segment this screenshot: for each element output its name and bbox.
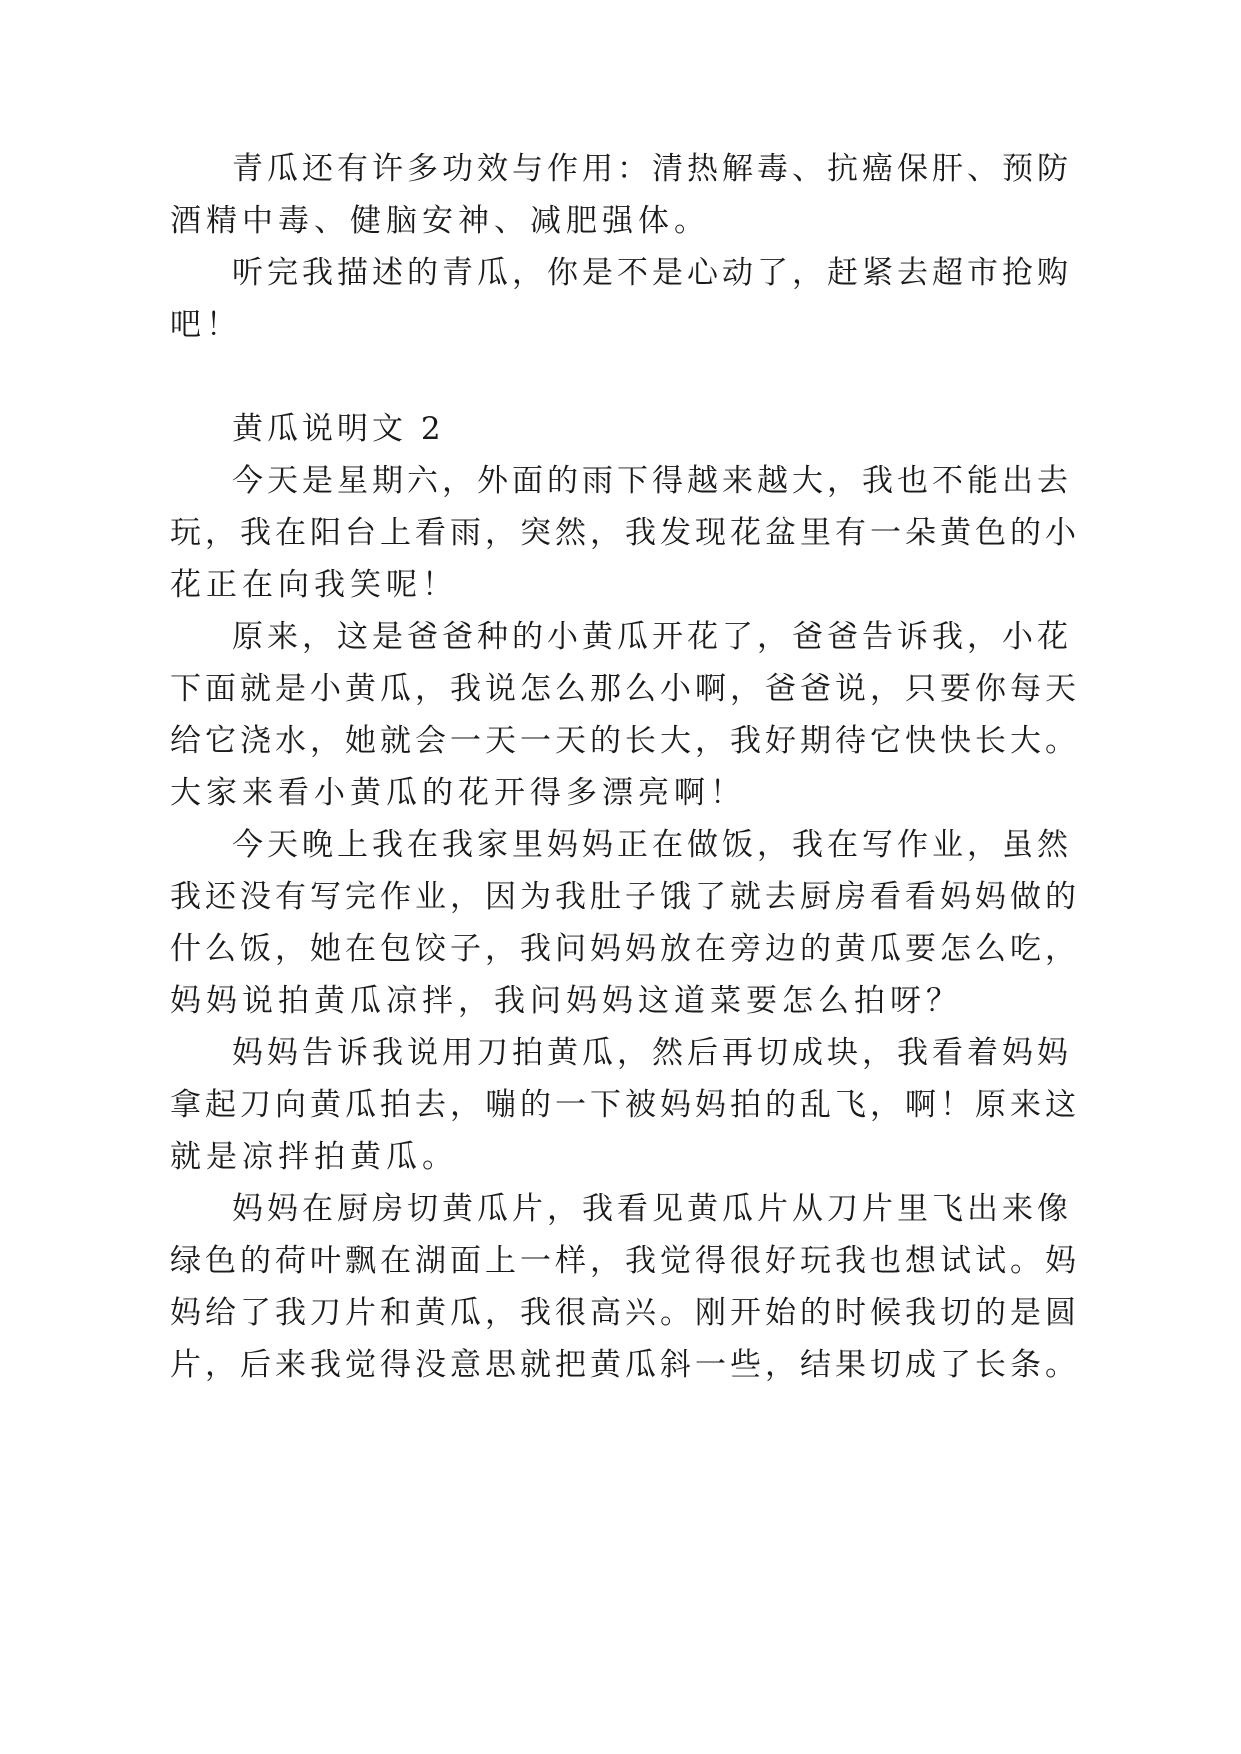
paragraph-line: 给它浇水，她就会一天一天的长大，我好期待它快快长大。 bbox=[170, 723, 1080, 759]
paragraph-line: 拿起刀向黄瓜拍去，嘣的一下被妈妈拍的乱飞，啊！原来这 bbox=[170, 1087, 1080, 1123]
paragraph-line: 原来，这是爸爸种的小黄瓜开花了，爸爸告诉我，小花 bbox=[232, 619, 1072, 655]
paragraph-line: 玩，我在阳台上看雨，突然，我发现花盆里有一朵黄色的小 bbox=[170, 515, 1080, 551]
paragraph-line: 今天是星期六，外面的雨下得越来越大，我也不能出去 bbox=[232, 463, 1072, 499]
paragraph-line: 酒精中毒、健脑安神、减肥强体。 bbox=[170, 203, 710, 239]
paragraph-line: 片，后来我觉得没意思就把黄瓜斜一些，结果切成了长条。 bbox=[170, 1347, 1080, 1383]
paragraph-line: 妈妈说拍黄瓜凉拌，我问妈妈这道菜要怎么拍呀？ bbox=[170, 983, 962, 1019]
paragraph-line: 我还没有写完作业，因为我肚子饿了就去厨房看看妈妈做的 bbox=[170, 879, 1080, 915]
section-heading: 黄瓜说明文 2 bbox=[232, 411, 445, 447]
paragraph-line: 妈妈告诉我说用刀拍黄瓜，然后再切成块，我看着妈妈 bbox=[232, 1035, 1072, 1071]
paragraph-line: 大家来看小黄瓜的花开得多漂亮啊！ bbox=[170, 775, 746, 811]
paragraph-line: 绿色的荷叶飘在湖面上一样，我觉得很好玩我也想试试。妈 bbox=[170, 1243, 1080, 1279]
paragraph-line: 今天晚上我在我家里妈妈正在做饭，我在写作业，虽然 bbox=[232, 827, 1072, 863]
paragraph-line: 吧！ bbox=[170, 307, 242, 343]
paragraph-line: 妈给了我刀片和黄瓜，我很高兴。刚开始的时候我切的是圆 bbox=[170, 1295, 1080, 1331]
paragraph-line: 妈妈在厨房切黄瓜片，我看见黄瓜片从刀片里飞出来像 bbox=[232, 1191, 1072, 1227]
paragraph-line: 花正在向我笑呢！ bbox=[170, 567, 458, 603]
paragraph-line: 青瓜还有许多功效与作用：清热解毒、抗癌保肝、预防 bbox=[232, 151, 1072, 187]
paragraph-line: 听完我描述的青瓜，你是不是心动了，赶紧去超市抢购 bbox=[232, 255, 1072, 291]
paragraph-line: 就是凉拌拍黄瓜。 bbox=[170, 1139, 458, 1175]
paragraph-line: 下面就是小黄瓜，我说怎么那么小啊，爸爸说，只要你每天 bbox=[170, 671, 1080, 707]
paragraph-line: 什么饭，她在包饺子，我问妈妈放在旁边的黄瓜要怎么吃， bbox=[170, 931, 1080, 967]
